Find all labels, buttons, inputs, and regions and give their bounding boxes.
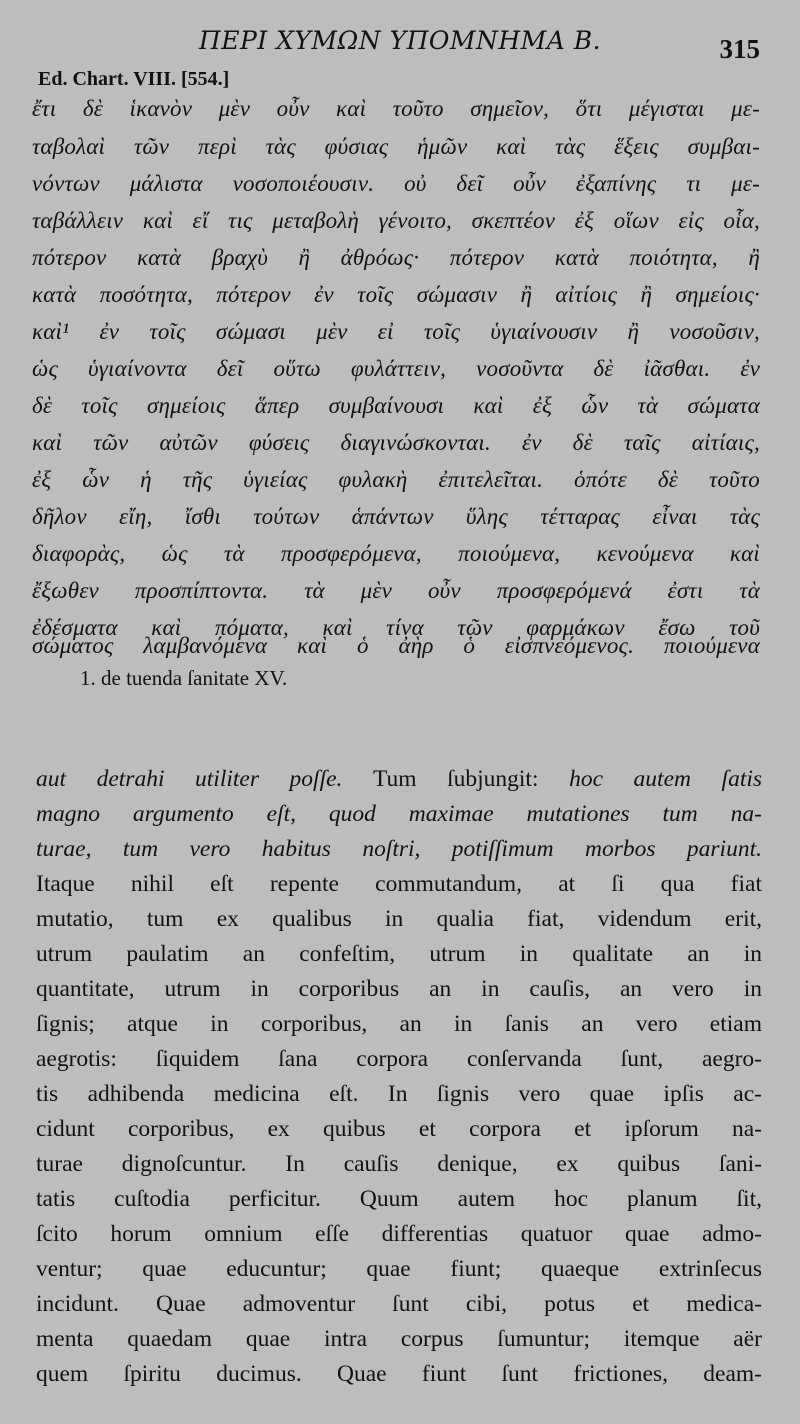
- edition-reference: Ed. Chart. VIII. [554.]: [38, 68, 230, 90]
- greek-line: ταβάλλειν καὶ εἴ τις μεταβολὴ γένοιτο, σκεπτέον ἐξ οἵων εἰς οἷα,: [32, 208, 760, 233]
- latin-line: incidunt. Quae admoventur ſunt cibi, potus et medica-: [36, 1291, 762, 1317]
- greek-line: σώματος λαμβανόμενα καὶ ὁ ἀὴρ ὁ εἰσπνεόμενος. ποιούμενα: [32, 633, 760, 658]
- latin-line: ſcito horum omnium eſſe differentias quatuor quae admo-: [36, 1221, 762, 1247]
- greek-line: ἔτι δὲ ἱκανὸν μὲν οὖν καὶ τοῦτο σημεῖον, ὅτι μέγισται με-: [32, 96, 760, 121]
- latin-line: turae dignoſcuntur. In cauſis denique, ex quibus ſani-: [36, 1151, 762, 1177]
- latin-line: quem ſpiritu ducimus. Quae fiunt ſunt frictiones, deam-: [36, 1361, 762, 1387]
- greek-line: ταβολαὶ τῶν περὶ τὰς φύσιας ἡμῶν καὶ τὰς ἕξεις συμβαι-: [32, 134, 760, 159]
- running-header-title: ΠΕΡΙ ΧΥΜΩΝ ΥΠΟΜΝΗΜΑ Β.: [198, 26, 602, 55]
- greek-line: καὶ¹ ἐν τοῖς σώμασι μὲν εἰ τοῖς ὑγιαίνουσιν ἢ νοσοῦσιν,: [32, 319, 760, 344]
- greek-line: ἔξωθεν προσπίπτοντα. τὰ μὲν οὖν προσφερόμενά ἐστι τὰ: [32, 578, 760, 603]
- greek-line: δῆλον εἴη, ἴσθι τούτων ἁπάντων ὕλης τέτταρας εἶναι τὰς: [32, 504, 760, 529]
- latin-line: ſignis; atque in corporibus, an in ſanis an vero etiam: [36, 1011, 762, 1037]
- greek-line: καὶ τῶν αὐτῶν φύσεις διαγινώσκονται. ἐν δὲ ταῖς αἰτίαις,: [32, 430, 760, 455]
- latin-line: tis adhibenda medicina eſt. In ſignis vero quae ipſis ac-: [36, 1081, 762, 1107]
- latin-line: quantitate, utrum in corporibus an in cauſis, an vero in: [36, 976, 762, 1002]
- latin-line: aut detrahi utiliter poſſe. Tum ſubjungit: hoc autem ſatis: [36, 766, 763, 792]
- greek-line: διαφορὰς, ὡς τὰ προσφερόμενα, ποιούμενα, κενούμενα καὶ: [32, 541, 760, 566]
- latin-line: menta quaedam quae intra corpus ſumuntur; itemque aër: [36, 1326, 762, 1352]
- latin-line: Itaque nihil eſt repente commutandum, at ſi qua fiat: [36, 871, 762, 897]
- greek-line: δὲ τοῖς σημείοις ἅπερ συμβαίνουσι καὶ ἐξ ὧν τὰ σώματα: [32, 393, 760, 418]
- latin-line: turae, tum vero habitus noſtri, potiſſimum morbos pariunt.: [36, 836, 762, 862]
- greek-line: ἐξ ὧν ἡ τῆς ὑγιείας φυλακὴ ἐπιτελεῖται. ὁπότε δὲ τοῦτο: [32, 467, 760, 492]
- latin-line: aegrotis: ſiquidem ſana corpora conſervanda ſunt, aegro-: [36, 1046, 762, 1072]
- greek-line: νόντων μάλιστα νοσοποιέουσιν. οὐ δεῖ οὖν ἐξαπίνης τι με-: [32, 171, 760, 196]
- greek-line: ὡς ὑγιαίνοντα δεῖ οὕτω φυλάττειν, νοσοῦντα δὲ ἰᾶσθαι. ἐν: [32, 356, 760, 381]
- greek-line: πότερον κατὰ βραχὺ ἢ ἀθρόως· πότερον κατὰ ποιότητα, ἢ: [32, 245, 760, 270]
- footnote: 1. de tuenda ſanitate XV.: [80, 666, 288, 690]
- latin-line: cidunt corporibus, ex quibus et corpora et ipſorum na-: [36, 1116, 762, 1142]
- latin-line: ventur; quae educuntur; quae fiunt; quaeque extrinſecus: [36, 1256, 762, 1282]
- page-number: 315: [719, 34, 760, 64]
- latin-line: tatis cuſtodia perficitur. Quum autem hoc planum ſit,: [36, 1186, 762, 1212]
- greek-line: κατὰ ποσότητα, πότερον ἐν τοῖς σώμασιν ἢ αἰτίοις ἢ σημείοις·: [32, 282, 760, 307]
- greek-line: ἐδέσματα καὶ πόματα, καὶ τίνα τῶν φαρμάκων ἔσω τοῦ: [32, 615, 760, 640]
- latin-line: utrum paulatim an confeſtim, utrum in qualitate an in: [36, 941, 762, 967]
- latin-line: magno argumento eſt, quod maximae mutationes tum na-: [36, 801, 762, 827]
- latin-line: mutatio, tum ex qualibus in qualia fiat, videndum erit,: [36, 906, 762, 932]
